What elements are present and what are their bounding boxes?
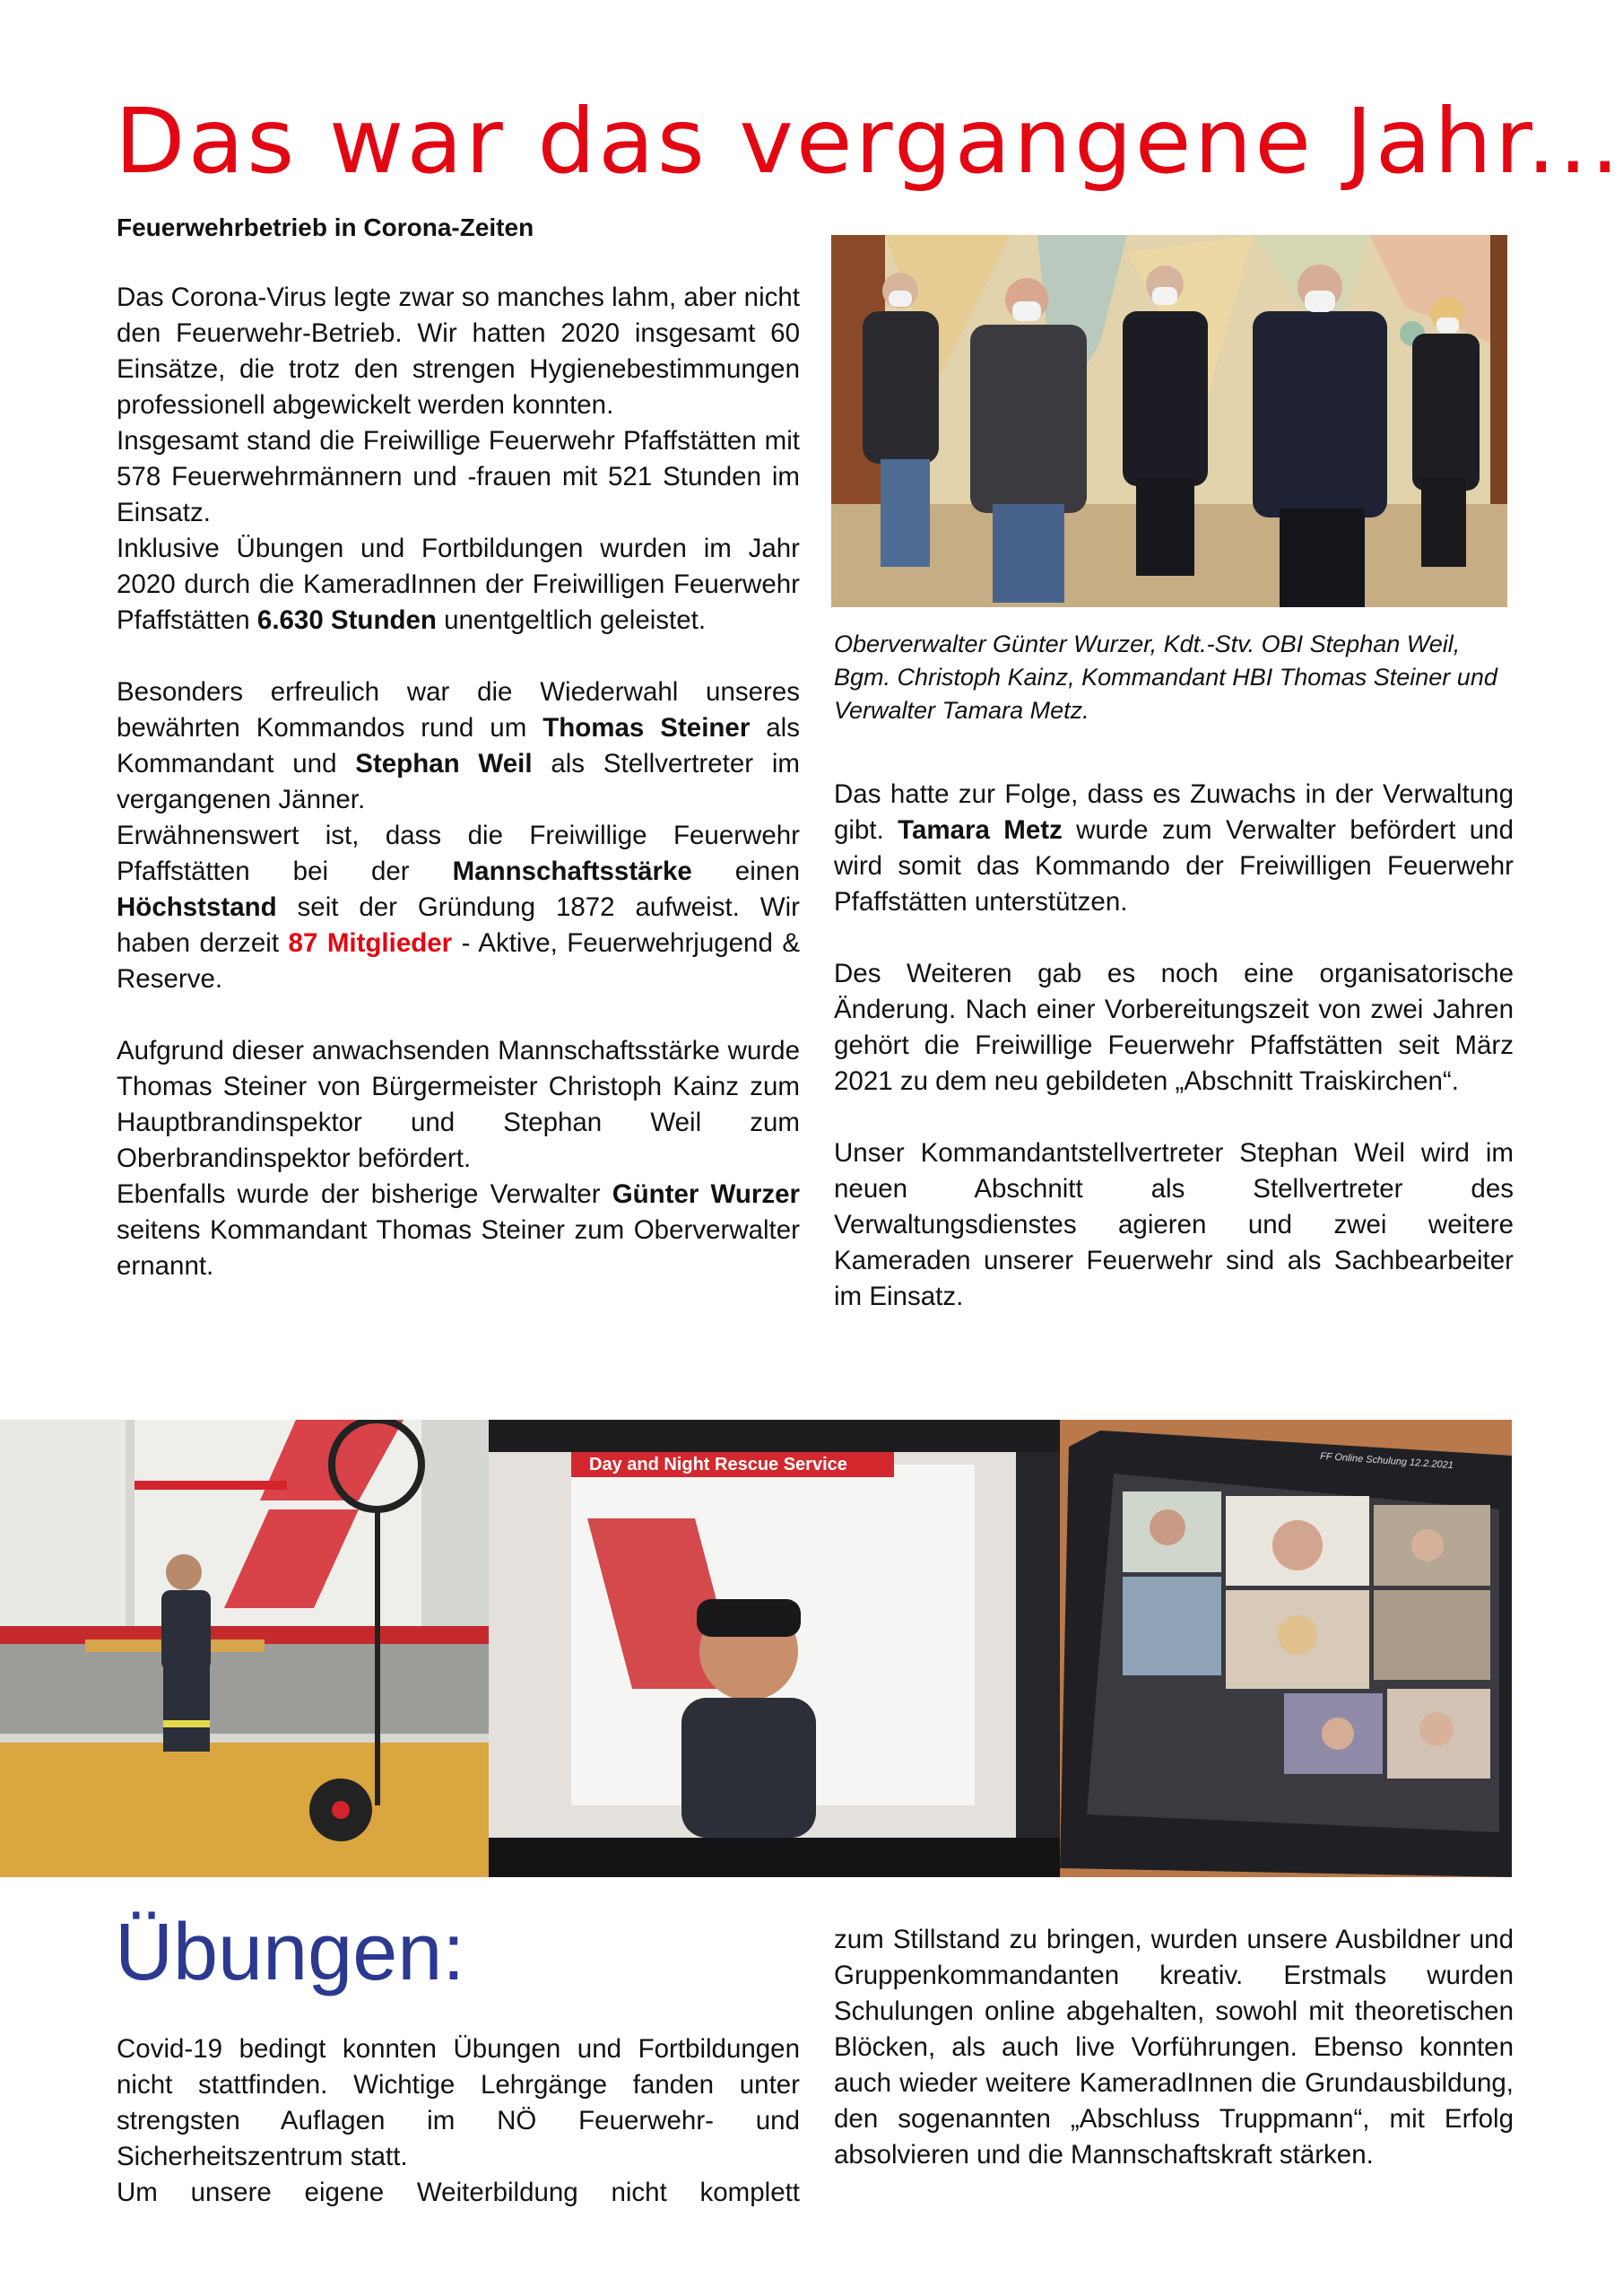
paragraph-stellvertreter: Unser Kommandantstellvertreter Stephan Weil wird im neuen Abschnitt als Stellvertreter des Verwaltungsdienstes agieren und zwei weitere Kameraden unserer Feuerwehr sind als Sachbearbeiter im Einsatz. [834,1138,1514,1311]
photo-caption: Oberverwalter Günter Wurzer, Kdt.-Stv. OBI Stephan Weil, Bgm. Christoph Kainz, Kommandant HBI Thomas Steiner und Verwalter Tamara Metz. [834,631,1497,724]
text: Das hatte zur Folge, dass es Zuwachs in der Verwaltung gibt. [834,779,1514,845]
paragraph-einsatzstunden: Insgesamt stand die Freiwillige Feuerwehr Pfaffstätten mit 578 Feuerwehrmännern und -frauen mit 521 Stunden im Einsatz. [117,426,800,527]
text: - Aktive, Feuerwehrjugend & Reserve. [117,928,801,994]
meeting-title: FF Online Schulung 12.2.2021 [1319,1450,1454,1472]
highlight-name: Tamara Metz [898,815,1063,845]
photo-video-call-illustration [489,1420,1060,1877]
highlight-term: Höchststand [117,892,277,922]
paragraph-einsaetze: Das Corona-Virus legte zwar so manches lahm, aber nicht den Feuerwehr-Betrieb. Wir hatten 2020 insgesamt 60 Einsätze, die trotz den strengen Hygienebestimmungen professionell abgewickelt werden konnten. [117,283,800,420]
highlight-hours: 6.630 Stunden [256,605,437,635]
text: einen [691,857,800,886]
article-left-column [117,280,800,1284]
ubungen-left-column [117,2031,800,2211]
text: seit der Gründung 1872 aufweist. Wir haben derzeit [117,892,800,958]
text: Besonders erfreulich war die Wiederwahl unseres bewährten Kommandos rund um [117,677,800,743]
rescue-service-sign: Day and Night Rescue Service [571,1452,894,1477]
photo-video-call-rescue [489,1420,1060,1877]
photo-firefighter-demo [0,1420,489,1877]
paragraph-wiederwahl [117,674,800,818]
highlight-name: Thomas Steiner [542,713,751,743]
paragraph-oberverwalter [117,1177,800,1284]
paragraph-abschnitt: Des Weiteren gab es noch eine organisatorische Änderung. Nach einer Vorbereitungszeit von zwei Jahren gehört die Freiwillige Feuerwehr Pfaffstätten seit März 2021 zu dem neu gebildeten „Abschnitt Traiskirchen“. [834,959,1514,1096]
highlight-name: Stephan Weil [355,749,533,778]
page-title: Das war das vergangene Jahr... [115,89,1623,194]
group-photo [831,235,1507,607]
text: Erwähnenswert ist, dass die Freiwillige Feuerwehr Pfaffstätten bei der [117,821,800,886]
paragraph-weiterbildung: Um unsere eigene Weiterbildung nicht komplett [117,2178,800,2207]
highlight-term: Mannschaftsstärke [452,857,692,886]
paragraph-mannschaftsstaerke [117,818,800,997]
text: Inklusive Übungen und Fortbildungen wurden im Jahr 2020 durch die KameradInnen der Freiwilligen Feuerwehr Pfaffstätten [117,534,800,635]
article-right-column [834,777,1514,1315]
text: wurde zum Verwalter befördert und wird somit das Kommando der Freiwilligen Feuerwehr Pfaffstätten unterstützen. [834,815,1514,917]
ubungen-right-column [834,1922,1514,2173]
group-photo-illustration [831,235,1507,607]
text: als Stellvertreter im vergangenen Jänner. [117,749,800,814]
paragraph-gesamtstunden [117,531,800,639]
photo-strip [0,1420,1512,1877]
text: unentgeltlich geleistet. [436,605,707,635]
paragraph-verwaltung [834,777,1514,920]
paragraph-online-schulungen: zum Stillstand zu bringen, wurden unsere Ausbildner und Gruppenkommandanten kreativ. Erstmals wurden Schulungen online abgehalten, sowohl mit theoretischen Blöcken, als auch live Vorführungen. Ebenso konnten auch wieder weitere KameradInnen die Grundausbildung, den sogenannten „Abschluss Truppmann“, mit Erfolg absolvieren und die Mannschaftskraft stärken. [834,1925,1514,2170]
highlight-member-count: 87 Mitglieder [288,928,453,958]
section-heading-ubungen: Übungen: [115,1908,465,1997]
paragraph-covid: Covid-19 bedingt konnten Übungen und Fortbildungen nicht stattfinden. Wichtige Lehrgänge fanden unter strengsten Auflagen im NÖ Feuerwehr- und Sicherheitszentrum statt. [117,2034,800,2171]
photo-online-training-monitor [1060,1420,1512,1877]
photo-monitor-illustration [1060,1420,1512,1877]
text: als Kommandant und [117,713,800,778]
paragraph-befoerderung: Aufgrund dieser anwachsenden Mannschaftsstärke wurde Thomas Steiner von Bürgermeister Christoph Kainz zum Hauptbrandinspektor und Stephan Weil zum Oberbrandinspektor befördert. [117,1036,800,1173]
text: Ebenfalls wurde der bisherige Verwalter [117,1179,612,1209]
highlight-name: Günter Wurzer [612,1179,800,1209]
text: seitens Kommandant Thomas Steiner zum Oberverwalter ernannt. [117,1215,800,1281]
section-subheading: Feuerwehrbetrieb in Corona-Zeiten [117,213,534,241]
photo-firefighter-illustration [0,1420,489,1877]
